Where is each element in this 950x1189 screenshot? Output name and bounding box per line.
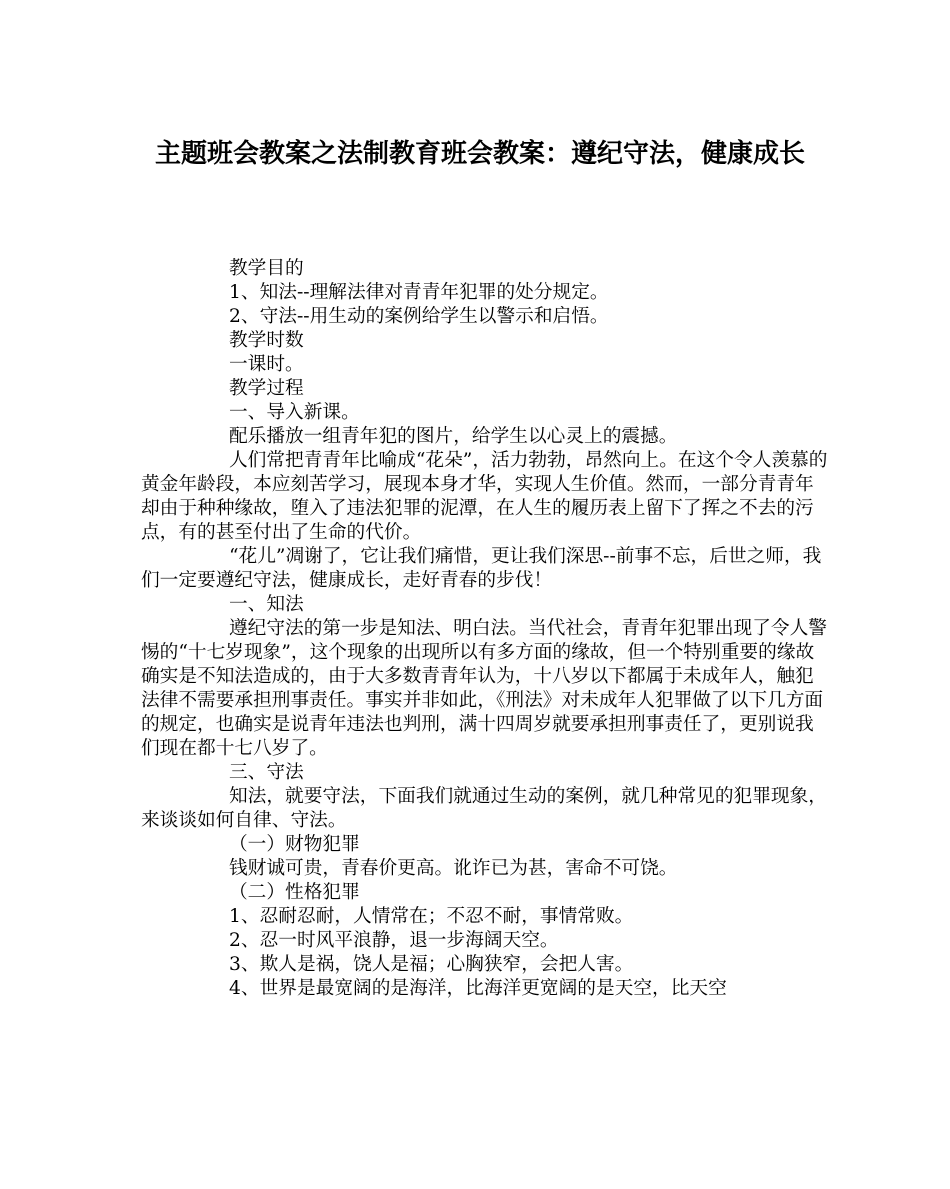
- paragraph: 三、守法: [229, 762, 304, 783]
- paragraph: 教学目的: [229, 258, 304, 279]
- paragraph: 一、导入新课。: [229, 402, 360, 423]
- paragraph: 知法，就要守法，下面我们就通过生动的案例，就几种常见的犯罪现象，来谈谈如何自律、守法。: [141, 786, 827, 831]
- paragraph: 钱财诚可贵，青春价更高。讹诈已为甚，害命不可饶。: [229, 858, 678, 879]
- paragraph: 遵纪守法的第一步是知法、明白法。当代社会，青青年犯罪出现了令人警惕的“十七岁现象”，这个现象的出现所以有多方面的缘故，但一个特别重要的缘故确实是不知法造成的，由于大多数青青年认为，十八岁以下都属于未成年人，触犯法律不需要承担刑事责任。事实并非如此，《刑法》对未成年人犯罪做了以下几方面的规定，也确实是说青年违法也判刑，满十四周岁就要承担刑事责任了，更别说我们现在都十七八岁了。: [141, 618, 827, 759]
- paragraph: 2、忍一时风平浪静，退一步海阔天空。: [229, 930, 559, 951]
- paragraph: （二）性格犯罪: [229, 882, 360, 903]
- paragraph: 1、知法--理解法律对青青年犯罪的处分规定。: [229, 282, 609, 303]
- paragraph: 一课时。: [229, 354, 304, 375]
- paragraph: 2、守法--用生动的案例给学生以警示和启悟。: [229, 306, 609, 327]
- paragraph: 3、欺人是祸，饶人是福；心胸狭窄，会把人害。: [229, 954, 634, 975]
- paragraph: 教学过程: [229, 378, 304, 399]
- paragraph: 人们常把青青年比喻成“花朵”，活力勃勃，昂然向上。在这个令人羡慕的黄金年龄段，本应刻苦学习，展现本身才华，实现人生价值。然而，一部分青青年却由于种种缘故，堕入了违法犯罪的泥潭，在人生的履历表上留下了挥之不去的污点，有的甚至付出了生命的代价。: [141, 450, 828, 543]
- paragraph: （一）财物犯罪: [229, 834, 360, 855]
- paragraph: 配乐播放一组青年犯的图片，给学生以心灵上的震撼。: [229, 426, 678, 447]
- paragraph: 4、世界是最宽阔的是海洋，比海洋更宽阔的是天空，比天空: [229, 978, 727, 999]
- paragraph: “花儿”凋谢了，它让我们痛惜，更让我们深思--前事不忘，后世之师，我们一定要遵纪守法，健康成长，走好青春的步伐！: [141, 546, 822, 591]
- document-body: [141, 257, 829, 1001]
- paragraph: 1、忍耐忍耐，人情常在；不忍不耐，事情常败。: [229, 906, 634, 927]
- document-title: 主题班会教案之法制教育班会教案：遵纪守法，健康成长: [154, 139, 805, 169]
- paragraph: 教学时数: [229, 330, 304, 351]
- paragraph: 一、知法: [229, 594, 304, 615]
